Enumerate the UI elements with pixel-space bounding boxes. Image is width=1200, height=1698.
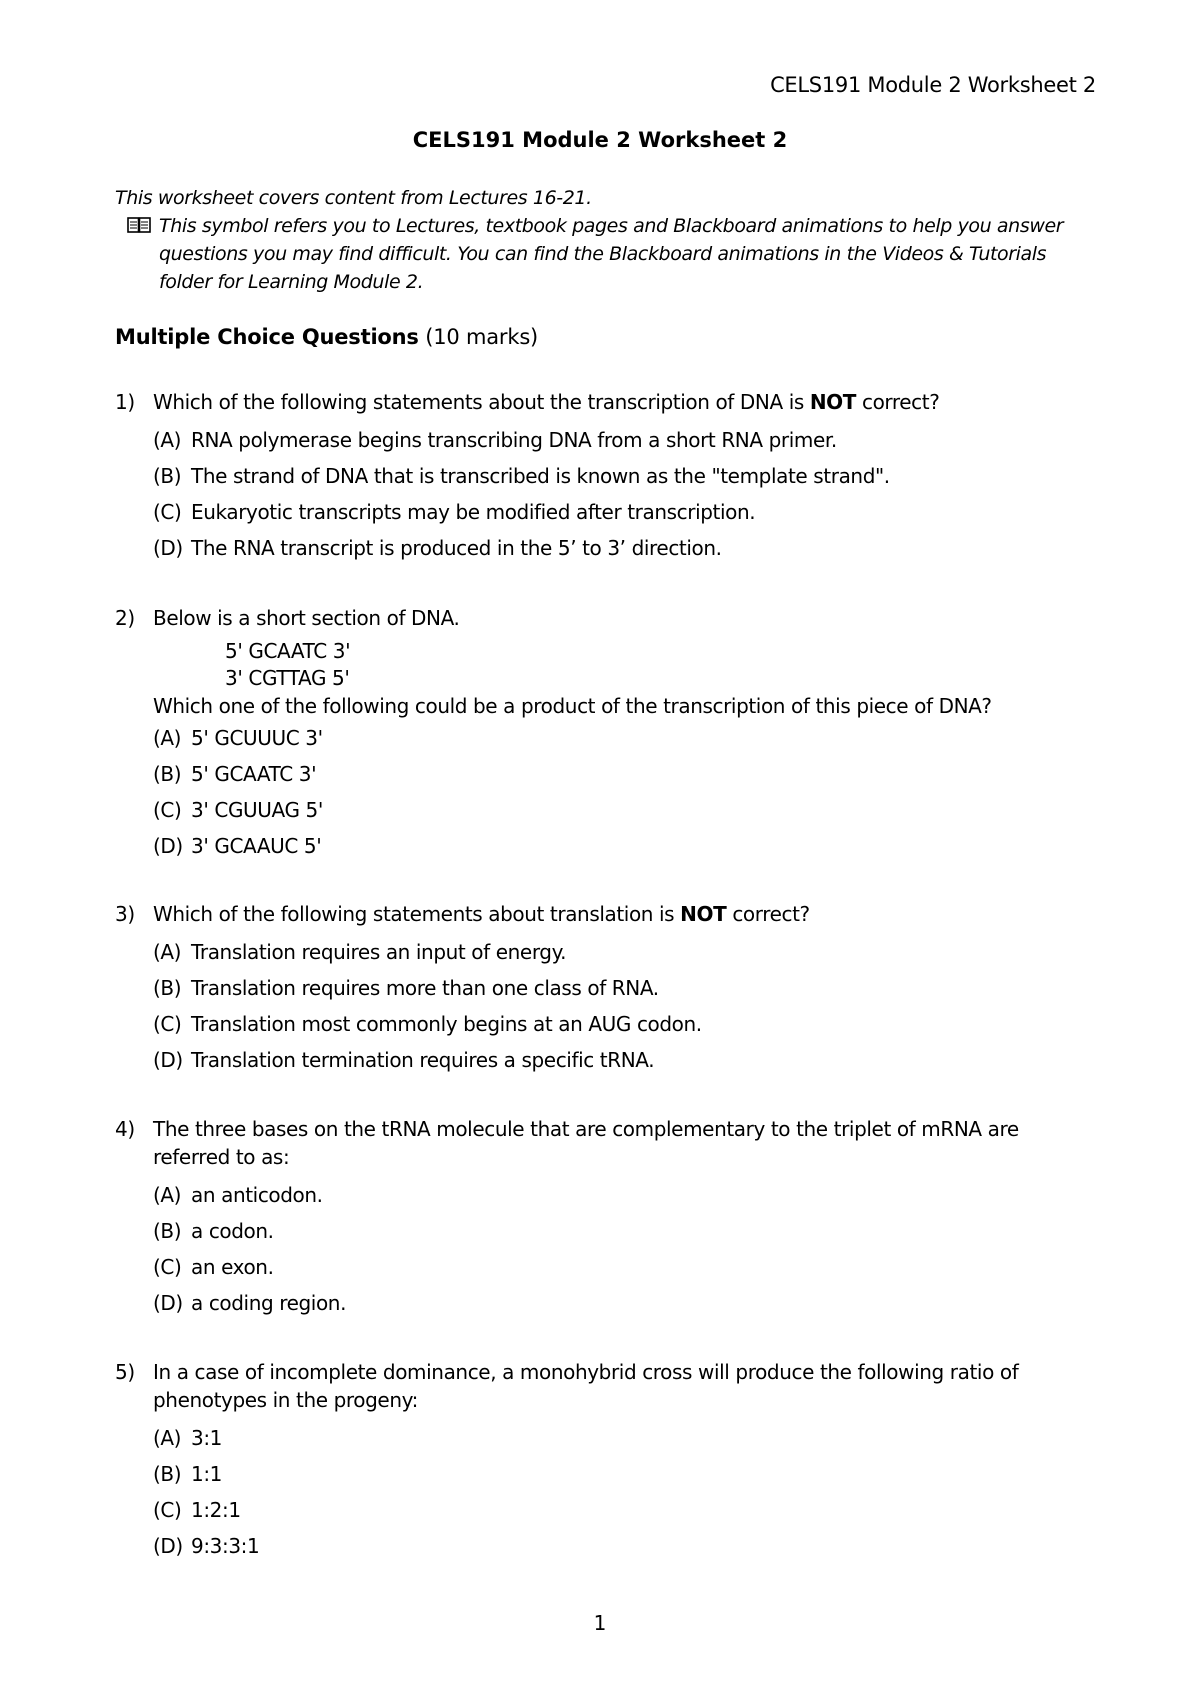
section-heading bbox=[115, 325, 538, 349]
dna-top-strand: 5' GCAATC 3' bbox=[225, 639, 351, 663]
question-text: The three bases on the tRNA molecule that are complementary to the triplet of mRNA are referred to as: bbox=[153, 1117, 1019, 1169]
option-d[interactable]: (D) 3' GCAAUC 5' bbox=[153, 834, 322, 858]
option-d[interactable]: (D) 9:3:3:1 bbox=[153, 1534, 260, 1558]
option-d[interactable]: (D) a coding region. bbox=[153, 1291, 347, 1315]
option-a[interactable]: (A) 3:1 bbox=[153, 1426, 222, 1450]
question-text: Below is a short section of DNA. bbox=[153, 606, 460, 630]
page-number: 1 bbox=[593, 1611, 607, 1635]
book-icon bbox=[127, 216, 153, 234]
page-title: CELS191 Module 2 Worksheet 2 bbox=[412, 128, 788, 152]
option-d[interactable]: (D) The RNA transcript is produced in the 5’ to 3’ direction. bbox=[153, 536, 722, 560]
dna-sequence bbox=[225, 638, 1075, 692]
option-d[interactable]: (D) Translation termination requires a specific tRNA. bbox=[153, 1048, 655, 1072]
intro-line: This worksheet covers content from Lectures 16-21. bbox=[115, 187, 592, 209]
option-a[interactable]: (A) 5' GCUUUC 3' bbox=[153, 726, 323, 750]
option-b[interactable]: (B) Translation requires more than one class of RNA. bbox=[153, 976, 659, 1000]
option-b[interactable]: (B) a codon. bbox=[153, 1219, 274, 1243]
sub-question: Which one of the following could be a product of the transcription of this piece of DNA? bbox=[153, 694, 992, 718]
question-number: 5) bbox=[115, 1360, 135, 1384]
running-header: CELS191 Module 2 Worksheet 2 bbox=[770, 73, 1096, 97]
option-c[interactable]: (C) 1:2:1 bbox=[153, 1498, 241, 1522]
options-list bbox=[153, 422, 1075, 566]
question-number: 2) bbox=[115, 606, 135, 630]
options-list bbox=[153, 1177, 1075, 1321]
option-b[interactable]: (B) 5' GCAATC 3' bbox=[153, 762, 317, 786]
question-text: In a case of incomplete dominance, a monohybrid cross will produce the following ratio of phenotypes in the progeny: bbox=[153, 1360, 1019, 1412]
question-text: Which of the following statements about the transcription of DNA is NOT correct? bbox=[153, 390, 940, 414]
question-number: 1) bbox=[115, 390, 135, 414]
question-4 bbox=[115, 1115, 1075, 1321]
option-a[interactable]: (A) Translation requires an input of energy. bbox=[153, 940, 567, 964]
question-5 bbox=[115, 1358, 1075, 1564]
options-list bbox=[153, 1420, 1075, 1564]
option-c[interactable]: (C) an exon. bbox=[153, 1255, 274, 1279]
question-2 bbox=[115, 604, 1075, 864]
question-text: Which of the following statements about translation is NOT correct? bbox=[153, 902, 810, 926]
options-list bbox=[153, 934, 1075, 1078]
options-list bbox=[153, 720, 1075, 864]
option-a[interactable]: (A) an anticodon. bbox=[153, 1183, 323, 1207]
emphasis-not: NOT bbox=[680, 902, 727, 926]
option-a[interactable]: (A) RNA polymerase begins transcribing DNA from a short RNA primer. bbox=[153, 428, 837, 452]
question-1 bbox=[115, 388, 1075, 566]
question-number: 3) bbox=[115, 902, 135, 926]
intro-note-text: This symbol refers you to Lectures, textbook pages and Blackboard animations to help you answer questions you may find difficult. You can find the Blackboard animations in the Videos & Tutorials folder for Learning Module 2. bbox=[159, 215, 1064, 293]
option-b[interactable]: (B) 1:1 bbox=[153, 1462, 222, 1486]
question-3 bbox=[115, 900, 1075, 1078]
emphasis-not: NOT bbox=[809, 390, 857, 414]
option-c[interactable]: (C) 3' CGUUAG 5' bbox=[153, 798, 323, 822]
option-c[interactable]: (C) Eukaryotic transcripts may be modified after transcription. bbox=[153, 500, 756, 524]
option-b[interactable]: (B) The strand of DNA that is transcribed is known as the "template strand". bbox=[153, 464, 890, 488]
option-c[interactable]: (C) Translation most commonly begins at an AUG codon. bbox=[153, 1012, 702, 1036]
intro-block bbox=[115, 184, 1095, 296]
section-marks: (10 marks) bbox=[425, 325, 539, 349]
section-heading-label: Multiple Choice Questions bbox=[115, 325, 419, 349]
intro-note bbox=[115, 212, 1095, 296]
dna-bottom-strand: 3' CGTTAG 5' bbox=[225, 666, 350, 690]
question-number: 4) bbox=[115, 1117, 135, 1141]
